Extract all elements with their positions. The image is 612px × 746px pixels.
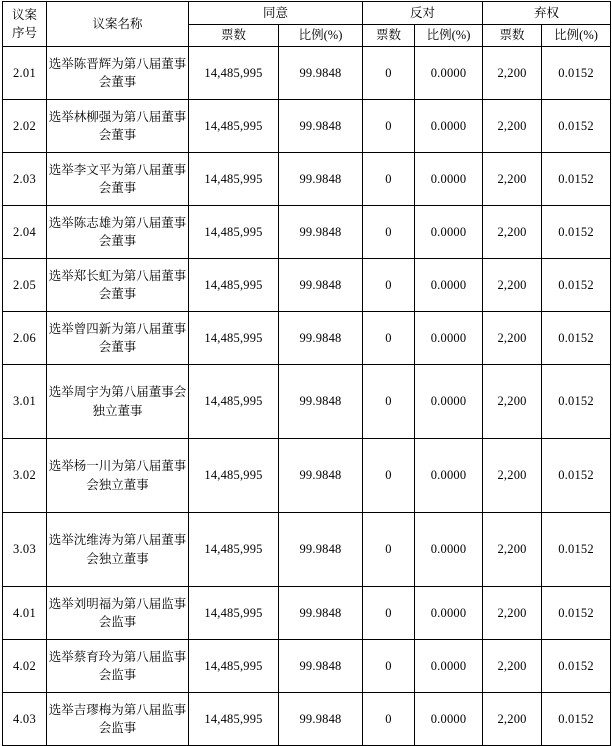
- cell-agree-votes: 14,485,995: [189, 259, 279, 312]
- cell-proposal-name: 选举陈晋辉为第八届董事会董事: [47, 47, 189, 100]
- cell-abstain-ratio: 0.0152: [542, 259, 611, 312]
- cell-agree-ratio: 99.9848: [279, 365, 363, 439]
- table-row: [3, 47, 611, 100]
- column-header-sequence-line2: 序号: [11, 26, 37, 40]
- table-row: [3, 439, 611, 513]
- cell-against-ratio: 0.0000: [415, 312, 483, 365]
- table-row: [3, 365, 611, 439]
- cell-against-votes: 0: [363, 47, 415, 100]
- cell-abstain-ratio: 0.0152: [542, 206, 611, 259]
- column-header-against-ratio: 比例(%): [415, 25, 483, 47]
- column-header-against: 反对: [363, 2, 483, 25]
- cell-proposal-name: 选举曾四新为第八届董事会董事: [47, 312, 189, 365]
- cell-against-votes: 0: [363, 640, 415, 693]
- cell-abstain-votes: 2,200: [483, 47, 542, 100]
- cell-agree-ratio: 99.9848: [279, 312, 363, 365]
- cell-proposal-name: 选举林柳强为第八届董事会董事: [47, 100, 189, 153]
- cell-sequence: 2.05: [3, 259, 47, 312]
- table-row: [3, 100, 611, 153]
- cell-abstain-votes: 2,200: [483, 587, 542, 640]
- cell-abstain-votes: 2,200: [483, 513, 542, 587]
- cell-agree-votes: 14,485,995: [189, 206, 279, 259]
- cell-agree-votes: 14,485,995: [189, 312, 279, 365]
- column-header-abstain: 弃权: [483, 2, 611, 25]
- cell-against-votes: 0: [363, 439, 415, 513]
- cell-sequence: 2.02: [3, 100, 47, 153]
- cell-agree-ratio: 99.9848: [279, 206, 363, 259]
- cell-abstain-ratio: 0.0152: [542, 365, 611, 439]
- cell-against-ratio: 0.0000: [415, 513, 483, 587]
- table-row: [3, 153, 611, 206]
- cell-abstain-ratio: 0.0152: [542, 513, 611, 587]
- cell-proposal-name: 选举沈维涛为第八届董事会独立董事: [47, 513, 189, 587]
- cell-proposal-name: 选举杨一川为第八届董事会独立董事: [47, 439, 189, 513]
- cell-agree-ratio: 99.9848: [279, 513, 363, 587]
- cell-agree-ratio: 99.9848: [279, 259, 363, 312]
- cell-agree-votes: 14,485,995: [189, 153, 279, 206]
- cell-against-votes: 0: [363, 100, 415, 153]
- cell-agree-votes: 14,485,995: [189, 513, 279, 587]
- cell-abstain-votes: 2,200: [483, 153, 542, 206]
- cell-sequence: 2.06: [3, 312, 47, 365]
- cell-agree-votes: 14,485,995: [189, 365, 279, 439]
- column-header-proposal-name: 议案名称: [47, 2, 189, 47]
- cell-abstain-ratio: 0.0152: [542, 587, 611, 640]
- cell-abstain-ratio: 0.0152: [542, 439, 611, 513]
- cell-against-ratio: 0.0000: [415, 365, 483, 439]
- table-row: [3, 259, 611, 312]
- cell-against-votes: 0: [363, 259, 415, 312]
- cell-against-ratio: 0.0000: [415, 100, 483, 153]
- cell-against-votes: 0: [363, 206, 415, 259]
- cell-proposal-name: 选举蔡育玲为第八届监事会监事: [47, 640, 189, 693]
- cell-agree-votes: 14,485,995: [189, 587, 279, 640]
- cell-agree-ratio: 99.9848: [279, 47, 363, 100]
- cell-sequence: 4.03: [3, 693, 47, 746]
- cell-against-votes: 0: [363, 587, 415, 640]
- cell-abstain-votes: 2,200: [483, 100, 542, 153]
- cell-against-ratio: 0.0000: [415, 587, 483, 640]
- cell-sequence: 4.01: [3, 587, 47, 640]
- cell-sequence: 2.01: [3, 47, 47, 100]
- cell-against-votes: 0: [363, 312, 415, 365]
- cell-against-ratio: 0.0000: [415, 47, 483, 100]
- cell-sequence: 2.03: [3, 153, 47, 206]
- column-header-agree-votes: 票数: [189, 25, 279, 47]
- cell-sequence: 2.04: [3, 206, 47, 259]
- cell-abstain-votes: 2,200: [483, 640, 542, 693]
- cell-agree-votes: 14,485,995: [189, 100, 279, 153]
- cell-sequence: 3.03: [3, 513, 47, 587]
- cell-abstain-ratio: 0.0152: [542, 693, 611, 746]
- cell-abstain-ratio: 0.0152: [542, 100, 611, 153]
- cell-sequence: 3.01: [3, 365, 47, 439]
- table-row: [3, 640, 611, 693]
- cell-sequence: 4.02: [3, 640, 47, 693]
- cell-against-votes: 0: [363, 693, 415, 746]
- cell-against-ratio: 0.0000: [415, 206, 483, 259]
- cell-against-ratio: 0.0000: [415, 693, 483, 746]
- cell-proposal-name: 选举李文平为第八届董事会董事: [47, 153, 189, 206]
- cell-against-ratio: 0.0000: [415, 640, 483, 693]
- cell-abstain-ratio: 0.0152: [542, 640, 611, 693]
- cell-sequence: 3.02: [3, 439, 47, 513]
- cell-agree-votes: 14,485,995: [189, 693, 279, 746]
- column-header-sequence: [3, 2, 47, 47]
- table-row: [3, 206, 611, 259]
- cell-abstain-votes: 2,200: [483, 693, 542, 746]
- header-row-top: [3, 2, 611, 25]
- cell-agree-ratio: 99.9848: [279, 153, 363, 206]
- table-row: [3, 587, 611, 640]
- table-row: [3, 513, 611, 587]
- cell-agree-votes: 14,485,995: [189, 640, 279, 693]
- cell-against-ratio: 0.0000: [415, 439, 483, 513]
- column-header-sequence-line1: 议案: [11, 7, 37, 22]
- cell-abstain-votes: 2,200: [483, 365, 542, 439]
- cell-abstain-votes: 2,200: [483, 259, 542, 312]
- cell-against-votes: 0: [363, 365, 415, 439]
- cell-agree-ratio: 99.9848: [279, 693, 363, 746]
- cell-proposal-name: 选举刘明福为第八届监事会监事: [47, 587, 189, 640]
- column-header-abstain-votes: 票数: [483, 25, 542, 47]
- cell-agree-ratio: 99.9848: [279, 439, 363, 513]
- voting-results-table: [2, 1, 611, 746]
- cell-agree-votes: 14,485,995: [189, 439, 279, 513]
- column-header-agree-ratio: 比例(%): [279, 25, 363, 47]
- cell-against-votes: 0: [363, 513, 415, 587]
- cell-abstain-votes: 2,200: [483, 312, 542, 365]
- table-row: [3, 312, 611, 365]
- cell-agree-ratio: 99.9848: [279, 587, 363, 640]
- cell-proposal-name: 选举陈志雄为第八届董事会董事: [47, 206, 189, 259]
- cell-against-ratio: 0.0000: [415, 259, 483, 312]
- cell-abstain-ratio: 0.0152: [542, 47, 611, 100]
- cell-abstain-votes: 2,200: [483, 439, 542, 513]
- cell-agree-ratio: 99.9848: [279, 100, 363, 153]
- column-header-abstain-ratio: 比例(%): [542, 25, 611, 47]
- cell-agree-ratio: 99.9848: [279, 640, 363, 693]
- document-page: [0, 1, 612, 746]
- cell-proposal-name: 选举郑长虹为第八届董事会董事: [47, 259, 189, 312]
- cell-proposal-name: 选举吉璆梅为第八届监事会监事: [47, 693, 189, 746]
- column-header-agree: 同意: [189, 2, 363, 25]
- table-row: [3, 693, 611, 746]
- table-body: [3, 47, 611, 746]
- column-header-against-votes: 票数: [363, 25, 415, 47]
- cell-proposal-name: 选举周宇为第八届董事会独立董事: [47, 365, 189, 439]
- cell-abstain-votes: 2,200: [483, 206, 542, 259]
- cell-abstain-ratio: 0.0152: [542, 153, 611, 206]
- cell-agree-votes: 14,485,995: [189, 47, 279, 100]
- table-header: [3, 2, 611, 47]
- cell-against-ratio: 0.0000: [415, 153, 483, 206]
- cell-abstain-ratio: 0.0152: [542, 312, 611, 365]
- cell-against-votes: 0: [363, 153, 415, 206]
